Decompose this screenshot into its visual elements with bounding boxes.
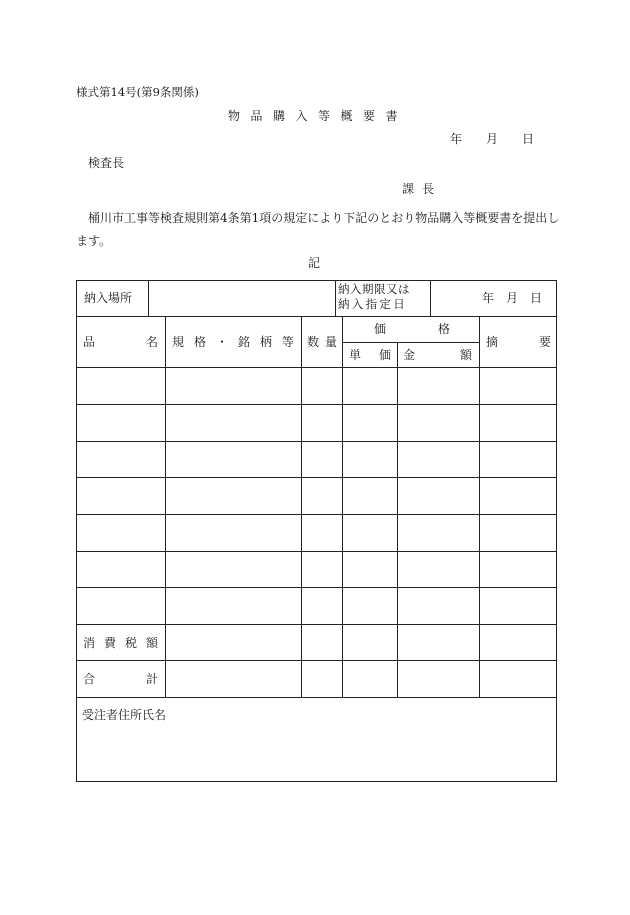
row-line	[76, 551, 557, 552]
summary-table	[76, 280, 557, 782]
ki-mark: 記	[308, 256, 321, 270]
row-line	[76, 514, 557, 515]
delivery-deadline-label-2: 納入指定日	[338, 297, 407, 311]
header-quantity: 数 量	[307, 335, 337, 349]
deadline-date: 年 月 日	[482, 291, 542, 305]
form-number: 様式第14号(第9条関係)	[76, 85, 199, 99]
header-price: 価 格	[374, 322, 450, 336]
price-sub-line	[342, 342, 479, 343]
contractor-label: 受注者住所氏名	[82, 708, 167, 722]
total-label: 合 計	[83, 672, 158, 686]
col-line	[335, 280, 336, 316]
delivery-deadline-label-1: 納入期限又は	[338, 282, 410, 296]
col-line	[301, 316, 302, 697]
header-amount: 金 額	[403, 348, 472, 362]
delivery-place-label: 納入場所	[84, 291, 133, 305]
row-line	[76, 367, 557, 368]
col-line	[397, 342, 398, 697]
date-month: 月	[486, 132, 499, 146]
row-line	[76, 316, 557, 317]
row-line	[76, 624, 557, 625]
col-line	[479, 316, 480, 697]
row-line	[76, 441, 557, 442]
date-year: 年	[450, 132, 463, 146]
consumption-tax-label: 消 費 税 額	[83, 636, 158, 650]
col-line	[430, 280, 431, 316]
body-text: 桶川市工事等検査規則第4条第1項の規定により下記のとおり物品購入等概要書を提出します。	[76, 211, 560, 248]
row-line	[76, 587, 557, 588]
document-title: 物品購入等概要書	[228, 109, 409, 123]
table-border-bottom	[76, 781, 557, 782]
submission-date	[450, 133, 534, 145]
table-border-left	[76, 280, 77, 782]
section-chief: 課長	[402, 182, 443, 196]
table-border-right	[556, 280, 557, 782]
header-remarks: 摘 要	[486, 335, 551, 349]
header-spec: 規 格 ・ 銘 柄 等	[172, 335, 294, 349]
row-line	[76, 404, 557, 405]
date-day: 日	[522, 132, 535, 146]
row-line	[76, 697, 557, 698]
row-line	[76, 660, 557, 661]
row-line	[76, 477, 557, 478]
addressee: 検査長	[88, 156, 125, 170]
col-line	[165, 316, 166, 697]
header-unit-price: 単 価	[349, 348, 391, 362]
header-item-name: 品 名	[83, 335, 158, 349]
col-line	[342, 316, 343, 697]
col-line	[148, 280, 149, 316]
